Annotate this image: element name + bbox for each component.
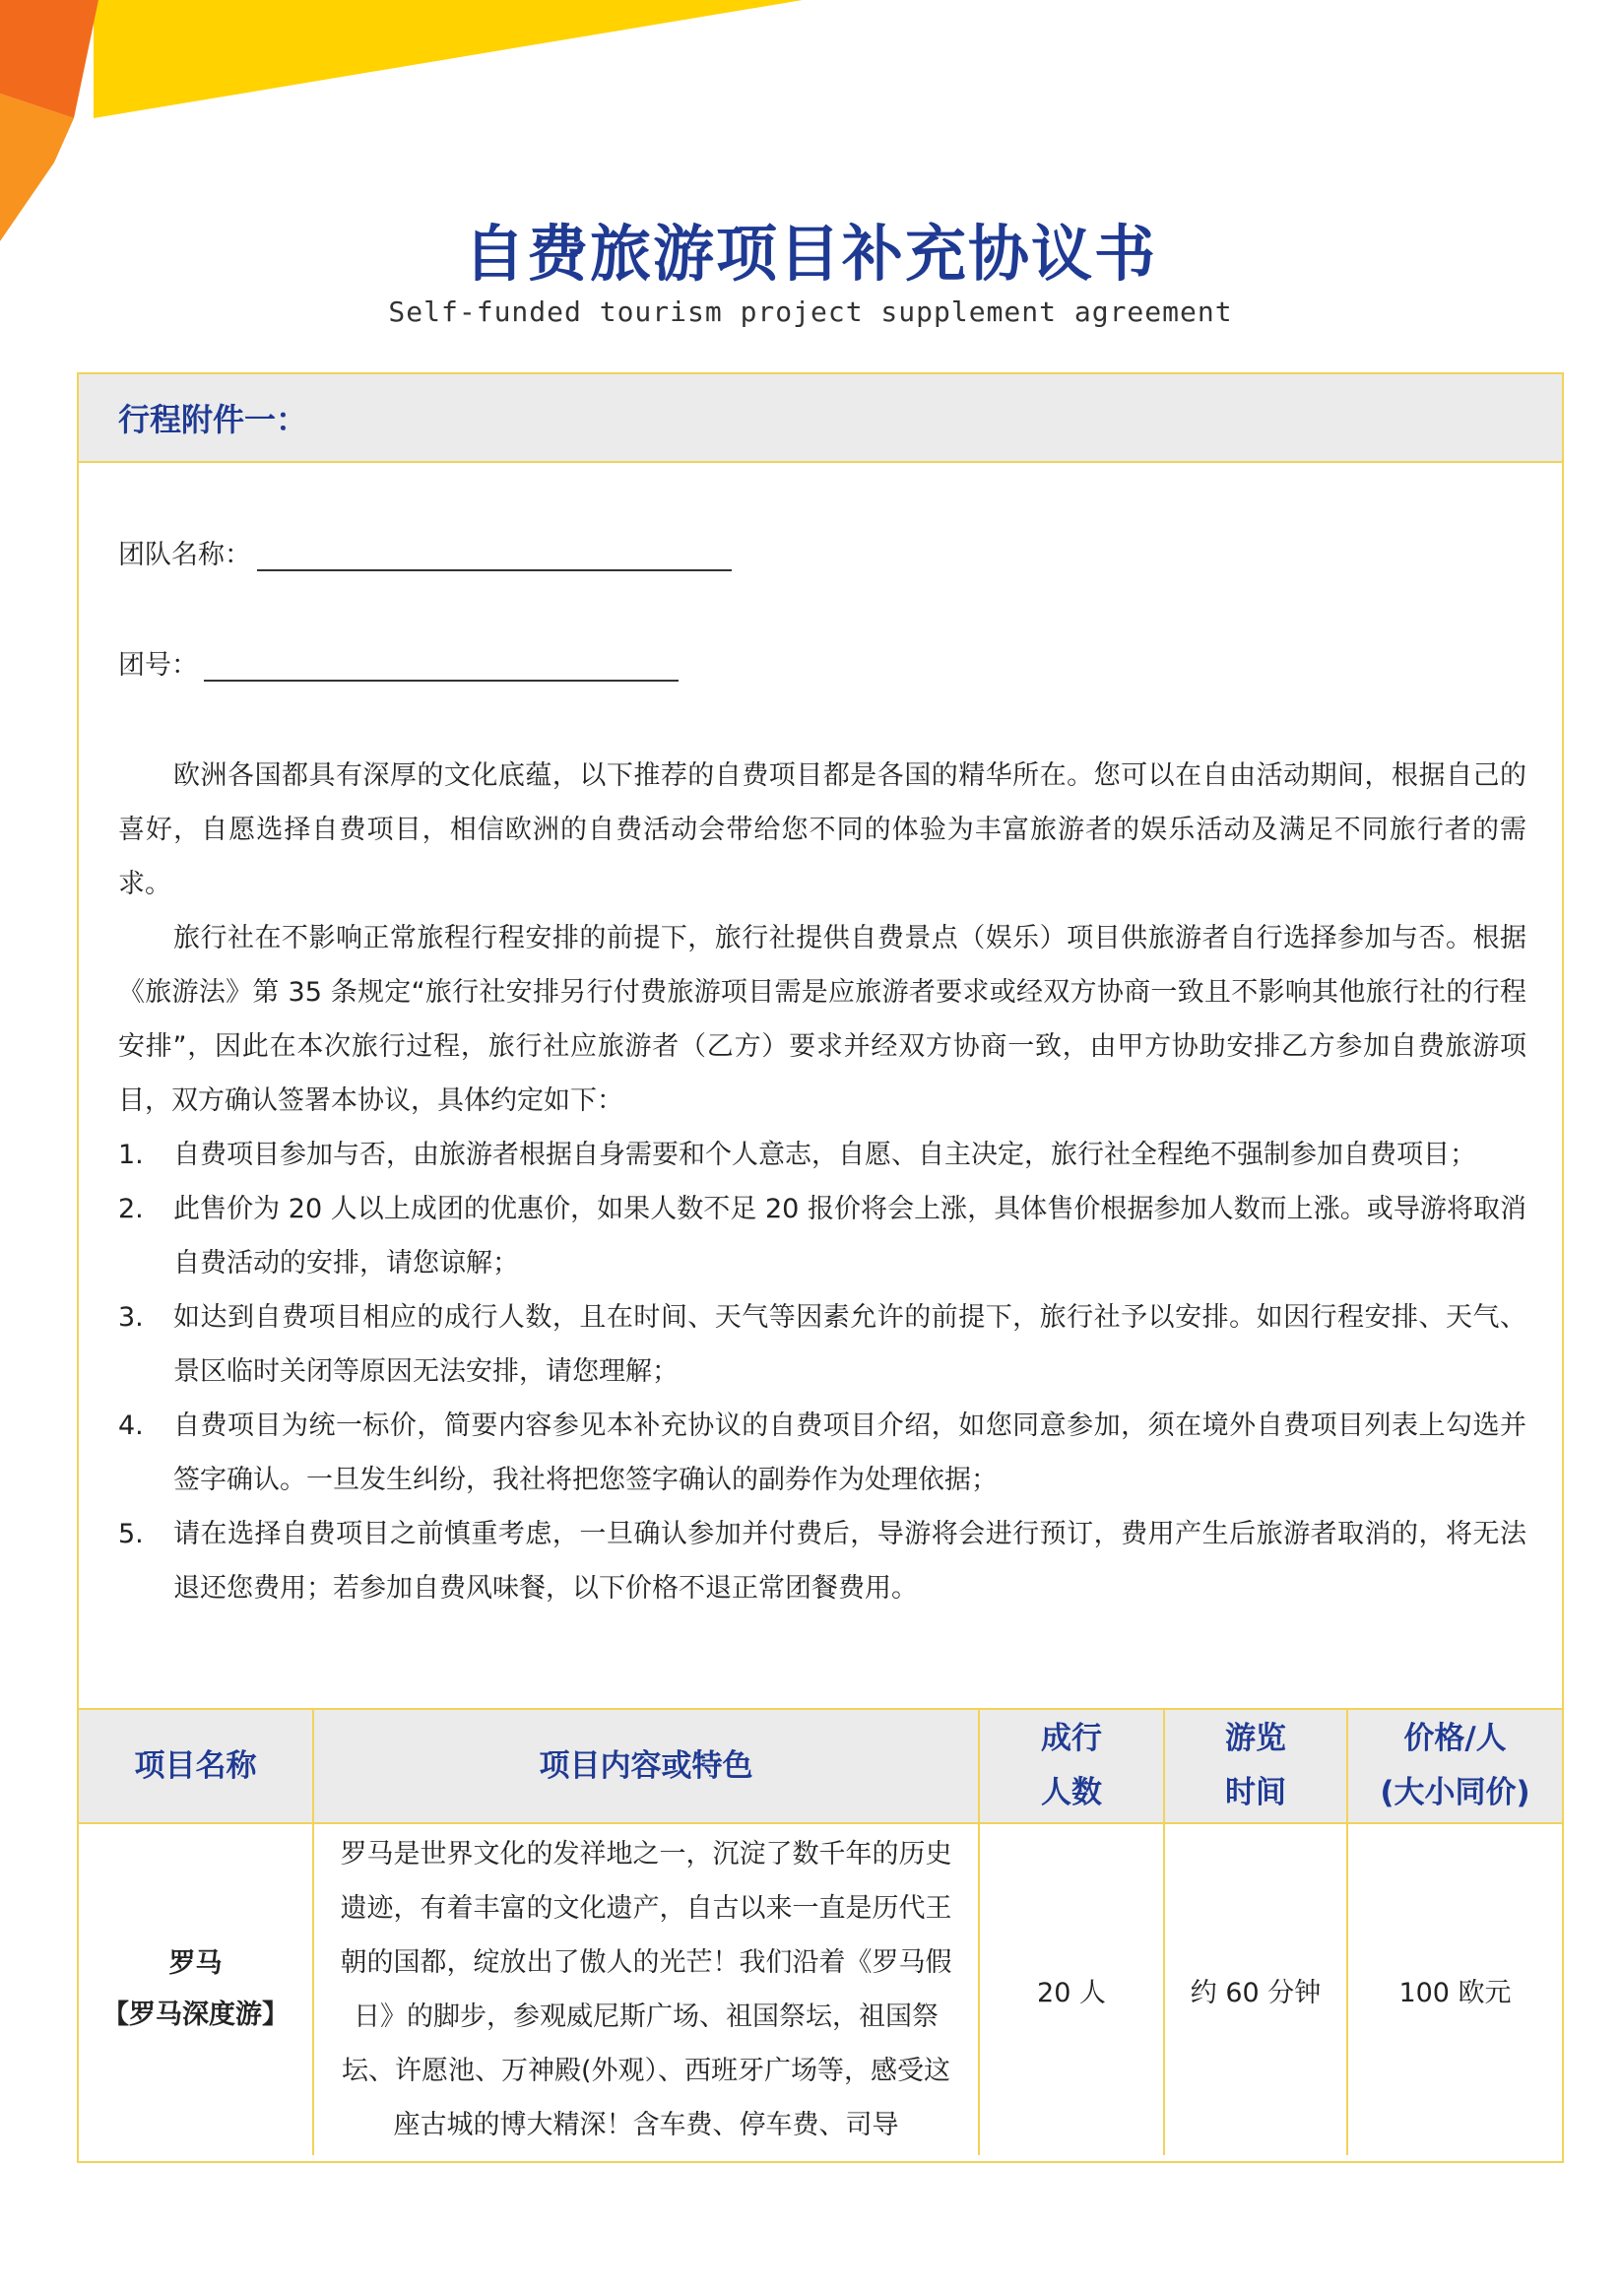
section-heading: 行程附件一： (79, 374, 1562, 463)
term-item (118, 1507, 1526, 1615)
items-table (79, 1708, 1562, 2155)
term-text: 如达到自费项目相应的成行人数，且在时间、天气等因素允许的前提下，旅行社予以安排。如因行程安排、天气、景区临时关闭等原因无法安排，请您理解； (173, 1302, 1526, 1387)
term-text: 此售价为 20 人以上成团的优惠价，如果人数不足 20 报价将会上涨，具体售价根据参加人数而上涨。或导游将取消自费活动的安排，请您谅解； (173, 1194, 1526, 1279)
term-text: 自费项目为统一标价，简要内容参见本补充协议的自费项目介绍，如您同意参加，须在境外自费项目列表上勾选并签字确认。一旦发生纠纷，我社将把您签字确认的副券作为处理依据； (173, 1410, 1526, 1495)
terms-list (118, 1128, 1526, 1615)
header-price-line2: (大小同价) (1380, 1775, 1530, 1810)
table-header-row (79, 1709, 1562, 1823)
team-name-blank[interactable] (257, 530, 732, 571)
row-name-line2: 【罗马深度游】 (102, 2000, 289, 2030)
row-price: 100 欧元 (1347, 1823, 1562, 2155)
team-name-label: 团队名称： (118, 540, 251, 570)
page-title: 自费旅游项目补充协议书 (463, 218, 1157, 290)
deco-yellow-band (94, 0, 803, 118)
term-number: 2. (118, 1194, 144, 1224)
team-name-field (118, 530, 732, 571)
team-no-blank[interactable] (204, 640, 679, 682)
header-min-people-line2: 人数 (1041, 1775, 1102, 1810)
header-price-line1: 价格/人 (1403, 1721, 1507, 1756)
term-item (118, 1182, 1526, 1290)
term-text: 自费项目参加与否，由旅游者根据自身需要和个人意志，自愿、自主决定，旅行社全程绝不强制参加自费项目； (173, 1140, 1476, 1170)
header-name: 项目名称 (79, 1709, 313, 1823)
term-item (118, 1399, 1526, 1507)
term-item (118, 1128, 1526, 1182)
page-subtitle: Self-funded tourism project supplement agreement (388, 295, 1233, 328)
term-number: 3. (118, 1302, 144, 1333)
header-min-people (979, 1709, 1164, 1823)
header-price (1347, 1709, 1562, 1823)
term-number: 5. (118, 1519, 144, 1549)
team-no-field (118, 640, 679, 682)
term-text: 请在选择自费项目之前慎重考虑，一旦确认参加并付费后，导游将会进行预订，费用产生后旅游者取消的，将无法退还您费用；若参加自费风味餐，以下价格不退正常团餐费用。 (173, 1519, 1526, 1604)
row-name-line1: 罗马 (168, 1948, 223, 1979)
header-duration (1164, 1709, 1347, 1823)
intro-paragraph-1: 欧洲各国都具有深厚的文化底蕴，以下推荐的自费项目都是各国的精华所在。您可以在自由活动期间，根据自己的喜好，自愿选择自费项目，相信欧洲的自费活动会带给您不同的体验为丰富旅游者的娱乐活动及满足不同旅行者的需求。 (118, 760, 1526, 899)
table-row (79, 1823, 1562, 2155)
term-number: 1. (118, 1140, 144, 1170)
header-duration-line2: 时间 (1225, 1775, 1286, 1810)
team-no-label: 团号： (118, 650, 198, 681)
intro-paragraph-2: 旅行社在不影响正常旅程行程安排的前提下，旅行社提供自费景点（娱乐）项目供旅游者自行选择参加与否。根据《旅游法》第 35 条规定“旅行社安排另行付费旅游项目需是应旅游者要求或经双方协商一致且不影响其他旅行社的行程安排”，因此在本次旅行过程，旅行社应旅游者（乙方）要求并经双方协商一致，由甲方协助安排乙方参加自费旅游项目，双方确认签署本协议，具体约定如下： (118, 923, 1526, 1116)
row-content: 罗马是世界文化的发祥地之一，沉淀了数千年的历史遗迹，有着丰富的文化遗产，自古以来一直是历代王朝的国都，绽放出了傲人的光芒！我们沿着《罗马假日》的脚步，参观威尼斯广场、祖国祭坛，祖国祭坛、许愿池、万神殿(外观）、西班牙广场等，感受这座古城的博大精深！含车费、停车费、司导 (313, 1823, 979, 2155)
header-min-people-line1: 成行 (1041, 1721, 1102, 1756)
term-item (118, 1290, 1526, 1399)
row-name (79, 1823, 313, 2155)
header-duration-line1: 游览 (1225, 1721, 1286, 1756)
agreement-frame (77, 372, 1564, 2163)
header-content: 项目内容或特色 (313, 1709, 979, 1823)
row-duration: 约 60 分钟 (1164, 1823, 1347, 2155)
term-number: 4. (118, 1410, 144, 1441)
row-min-people: 20 人 (979, 1823, 1164, 2155)
